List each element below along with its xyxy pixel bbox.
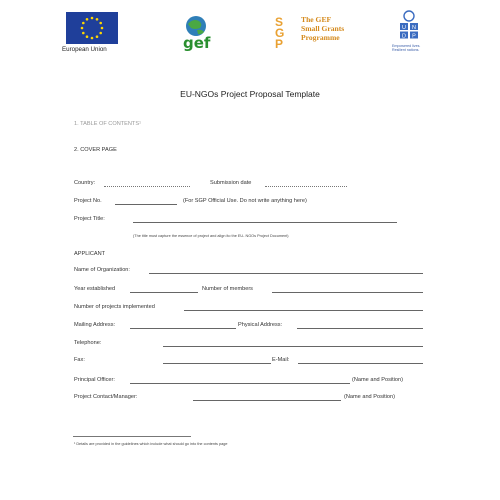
country-field[interactable] (104, 186, 190, 187)
mailing-address-label: Mailing Address: (74, 322, 116, 328)
members-label: Number of members (202, 286, 253, 292)
telephone-label: Telephone: (74, 340, 102, 346)
organization-label: Name of Organization: (74, 267, 130, 273)
project-contact-label: Project Contact/Manager: (74, 394, 138, 400)
svg-text:P: P (275, 37, 284, 50)
projects-implemented-label: Number of projects implemented (74, 304, 155, 310)
country-label: Country: (74, 180, 96, 186)
physical-address-label: Physical Address: (238, 322, 283, 328)
principal-officer-note: (Name and Position) (352, 377, 403, 383)
footnote: ¹ Details are provided in the guidelines which include what should go into the contents page (74, 442, 228, 446)
eu-caption: European Union (62, 46, 107, 53)
applicant-heading: APPLICANT (74, 251, 106, 257)
undp-letter-p: P (412, 33, 416, 40)
sgp-line-3: Programme (301, 33, 340, 42)
project-title-label: Project Title: (74, 216, 105, 222)
submission-date-field[interactable] (265, 186, 347, 187)
undp-caption: Empowered lives. Resilient nations. (392, 44, 421, 53)
mailing-address-field[interactable] (130, 328, 236, 329)
project-title-field[interactable] (133, 222, 397, 223)
undp-letter-n: N (412, 24, 416, 31)
sgp-logo-text (301, 15, 344, 42)
physical-address-field[interactable] (297, 328, 423, 329)
year-established-field[interactable] (130, 292, 198, 293)
undp-logo (398, 10, 420, 40)
undp-letter-d: D (402, 33, 406, 40)
undp-letter-u: U (402, 24, 406, 31)
email-label: E-Mail: (272, 357, 290, 363)
toc-heading: 1. TABLE OF CONTENTS¹ (74, 121, 141, 127)
sgp-logo-mark (274, 14, 296, 50)
organization-field[interactable] (149, 273, 423, 274)
telephone-field[interactable] (163, 346, 423, 347)
svg-text:S: S (275, 15, 284, 29)
project-no-label: Project No. (74, 198, 102, 204)
year-established-label: Year established (74, 286, 116, 292)
page-title: EU-NGOs Project Proposal Template (180, 89, 320, 99)
project-contact-field[interactable] (193, 400, 341, 401)
project-no-field[interactable] (115, 204, 177, 205)
sgp-line-1: The GEF (301, 15, 332, 24)
eu-flag-logo (66, 12, 118, 44)
fax-label: Fax: (74, 357, 85, 363)
submission-date-label: Submission date (210, 180, 252, 186)
project-title-note: (The title must capture the essence of project and align ito the EU- NGOs Project Document) (133, 234, 289, 238)
project-contact-note: (Name and Position) (344, 394, 395, 400)
principal-officer-label: Principal Officer: (74, 377, 115, 383)
gef-logo-text: gef (183, 34, 211, 52)
principal-officer-field[interactable] (130, 383, 350, 384)
cover-page-heading: 2. COVER PAGE (74, 147, 117, 153)
members-field[interactable] (272, 292, 423, 293)
footnote-rule (73, 436, 191, 437)
sgp-official-note: (For SGP Official Use. Do not write anything here) (183, 198, 307, 204)
projects-implemented-field[interactable] (184, 310, 423, 311)
fax-field[interactable] (163, 363, 271, 364)
svg-text:G: G (275, 26, 285, 40)
email-field[interactable] (298, 363, 423, 364)
sgp-line-2: Small Grants (301, 24, 345, 33)
